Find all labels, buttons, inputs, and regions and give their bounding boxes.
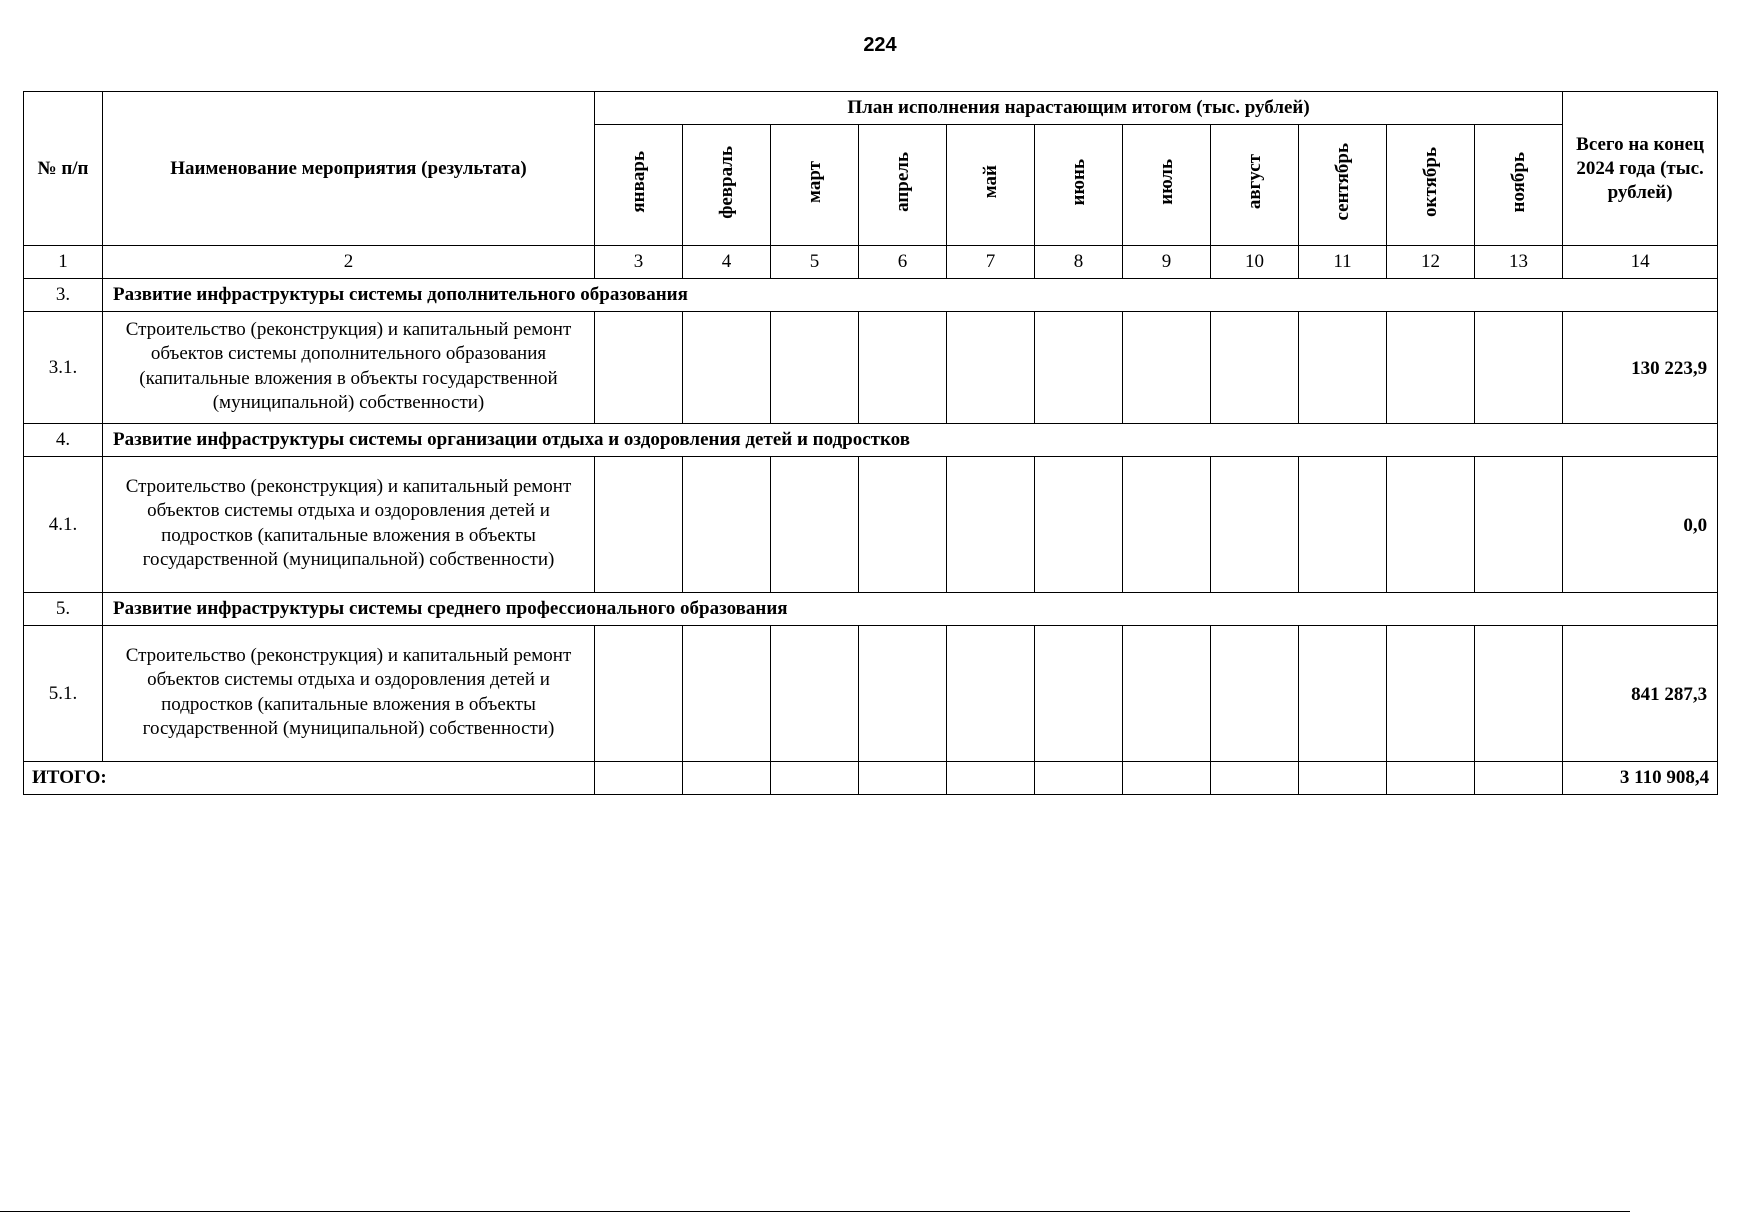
month-header: август [1211, 125, 1299, 246]
section-number: 4. [24, 424, 103, 457]
month-cell [859, 762, 947, 795]
item-row [24, 457, 1718, 593]
month-cell [859, 312, 947, 424]
month-header: сентябрь [1299, 125, 1387, 246]
month-cell [1211, 312, 1299, 424]
month-cell [683, 312, 771, 424]
month-cell [947, 762, 1035, 795]
item-number: 3.1. [24, 312, 103, 424]
month-cell [1299, 626, 1387, 762]
month-cell [1475, 312, 1563, 424]
total-row [24, 762, 1718, 795]
column-number: 12 [1387, 246, 1475, 279]
month-header: октябрь [1387, 125, 1475, 246]
month-header: апрель [859, 125, 947, 246]
month-cell [859, 626, 947, 762]
column-number: 10 [1211, 246, 1299, 279]
month-header: май [947, 125, 1035, 246]
month-cell [771, 312, 859, 424]
item-total: 841 287,3 [1563, 626, 1718, 762]
month-cell [1475, 457, 1563, 593]
column-number: 14 [1563, 246, 1718, 279]
total-value: 3 110 908,4 [1563, 762, 1718, 795]
month-cell [683, 626, 771, 762]
item-name: Строительство (реконструкция) и капитальный ремонт объектов системы дополнительного образования (капитальные вложения в объекты государственной (муниципальной) собственности) [103, 312, 595, 424]
month-cell [1211, 762, 1299, 795]
month-cell [1299, 312, 1387, 424]
month-header: ноябрь [1475, 125, 1563, 246]
month-cell [1387, 626, 1475, 762]
month-cell [1299, 457, 1387, 593]
month-cell [947, 457, 1035, 593]
header-num: № п/п [24, 92, 103, 246]
month-cell [1211, 626, 1299, 762]
page-number: 224 [863, 34, 897, 56]
month-cell [1387, 762, 1475, 795]
month-header: февраль [683, 125, 771, 246]
column-number: 11 [1299, 246, 1387, 279]
section-title: Развитие инфраструктуры системы дополнительного образования [103, 279, 1718, 312]
column-number: 4 [683, 246, 771, 279]
month-cell [859, 457, 947, 593]
column-number: 6 [859, 246, 947, 279]
item-number: 5.1. [24, 626, 103, 762]
total-label: ИТОГО: [24, 762, 595, 795]
item-number: 4.1. [24, 457, 103, 593]
section-title: Развитие инфраструктуры системы среднего профессионального образования [103, 593, 1718, 626]
section-row [24, 424, 1718, 457]
month-header: июль [1123, 125, 1211, 246]
header-name: Наименование мероприятия (результата) [103, 92, 595, 246]
month-cell [1387, 312, 1475, 424]
section-number: 5. [24, 593, 103, 626]
column-number: 2 [103, 246, 595, 279]
month-cell [771, 762, 859, 795]
section-row [24, 279, 1718, 312]
month-cell [683, 457, 771, 593]
plan-table [23, 91, 1718, 795]
month-cell [1035, 762, 1123, 795]
item-total: 130 223,9 [1563, 312, 1718, 424]
item-row [24, 626, 1718, 762]
month-cell [1035, 312, 1123, 424]
month-cell [1123, 626, 1211, 762]
header-plan: План исполнения нарастающим итогом (тыс. рублей) [595, 92, 1563, 125]
month-cell [595, 312, 683, 424]
column-number: 7 [947, 246, 1035, 279]
month-cell [1211, 457, 1299, 593]
month-header: январь [595, 125, 683, 246]
month-cell [1475, 626, 1563, 762]
month-cell [947, 626, 1035, 762]
month-cell [771, 626, 859, 762]
month-cell [595, 457, 683, 593]
column-number: 8 [1035, 246, 1123, 279]
column-number: 9 [1123, 246, 1211, 279]
month-cell [683, 762, 771, 795]
month-cell [1035, 457, 1123, 593]
column-number-row [24, 246, 1718, 279]
column-number: 3 [595, 246, 683, 279]
month-cell [947, 312, 1035, 424]
month-cell [1123, 762, 1211, 795]
column-number: 13 [1475, 246, 1563, 279]
column-number: 1 [24, 246, 103, 279]
month-cell [771, 457, 859, 593]
item-total: 0,0 [1563, 457, 1718, 593]
item-name: Строительство (реконструкция) и капитальный ремонт объектов системы отдыха и оздоровления детей и подростков (капитальные вложения в объекты государственной (муниципальной) собственности) [103, 457, 595, 593]
section-title: Развитие инфраструктуры системы организации отдыха и оздоровления детей и подростков [103, 424, 1718, 457]
month-cell [595, 626, 683, 762]
item-name: Строительство (реконструкция) и капитальный ремонт объектов системы отдыха и оздоровления детей и подростков (капитальные вложения в объекты государственной (муниципальной) собственности) [103, 626, 595, 762]
month-cell [1123, 312, 1211, 424]
section-number: 3. [24, 279, 103, 312]
month-cell [595, 762, 683, 795]
header-total: Всего на конец 2024 года (тыс. рублей) [1563, 92, 1718, 246]
section-row [24, 593, 1718, 626]
column-number: 5 [771, 246, 859, 279]
header-row [24, 92, 1718, 125]
month-cell [1299, 762, 1387, 795]
month-cell [1387, 457, 1475, 593]
month-header: июнь [1035, 125, 1123, 246]
item-row [24, 312, 1718, 424]
month-cell [1035, 626, 1123, 762]
month-header: март [771, 125, 859, 246]
month-cell [1123, 457, 1211, 593]
month-cell [1475, 762, 1563, 795]
